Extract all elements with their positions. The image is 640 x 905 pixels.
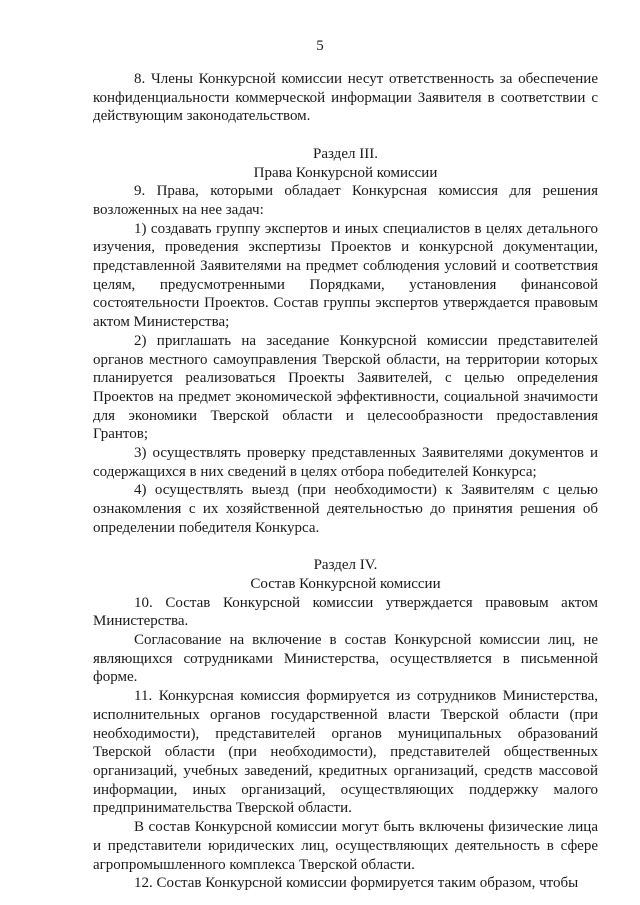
list-item-2: 2) приглашать на заседание Конкурсной комиссии представителей органов местного самоуправления Тверской области, на территории которых планируется реализоваться Проекты Заявителей, с целью определения Проектов на предмет экономической эффективности, социальной значимости для экономики Тверской области и целесообразности предоставления Грантов; — [93, 332, 598, 443]
paragraph-composition: В состав Конкурсной комиссии могут быть включены физические лица и представители юридических лиц, осуществляющих деятельность в сфере агропромышленного комплекса Тверской области. — [93, 819, 598, 873]
page-number: 5 — [316, 38, 324, 54]
list-item-4: 4) осуществлять выезд (при необходимости) к Заявителям с целью ознакомления с их хозяйственной деятельностью до принятия решения об определении победителя Конкурса. — [93, 482, 598, 536]
spacer — [93, 538, 598, 557]
paragraph-9: 9. Права, которыми обладает Конкурсная комиссия для решения возложенных на нее задач: — [93, 183, 598, 218]
section-3-title: Права Конкурсной комиссии — [253, 164, 438, 181]
spacer — [93, 126, 598, 145]
paragraph-10: 10. Состав Конкурсной комиссии утверждается правовым актом Министерства. — [93, 594, 598, 630]
section-3-heading: Раздел III. — [313, 145, 378, 162]
list-item-1: 1) создавать группу экспертов и иных специалистов в целях детального изучения, проведения экспертизы Проектов и конкурсной документации, представленной Заявителями на предмет соблюдения условий и соответствия целям, предусмотренными Порядками, установления финансовой состоятельности Проектов. Состав группы экспертов утверждается правовым актом Министерства; — [93, 220, 598, 331]
document-body — [93, 70, 598, 893]
paragraph-8: 8. Члены Конкурсной комиссии несут ответственность за обеспечение конфиденциальности коммерческой информации Заявителя в соответствии с действующим законодательством. — [93, 71, 598, 125]
list-item-3: 3) осуществлять проверку представленных Заявителями документов и содержащихся в них сведений в целях отбора победителей Конкурса; — [93, 445, 598, 480]
paragraph-11: 11. Конкурсная комиссия формируется из сотрудников Министерства, исполнительных органов государственной власти Тверской области (при необходимости), представителей органов муниципальных образований Тверской области (при необходимости), представителей общественных организаций, учебных заведений, кредитных организаций, средств массовой информации, иных организаций, осуществляющих поддержку малого предпринимательства Тверской области. — [93, 688, 598, 817]
section-4-title: Состав Конкурсной комиссии — [250, 575, 441, 592]
paragraph-approval: Согласование на включение в состав Конкурсной комиссии лиц, не являющихся сотрудниками Министерства, осуществляется в письменной форме. — [93, 632, 598, 686]
paragraph-12: 12. Состав Конкурсной комиссии формируется таким образом, чтобы — [134, 875, 579, 892]
section-4-heading: Раздел IV. — [313, 557, 378, 574]
